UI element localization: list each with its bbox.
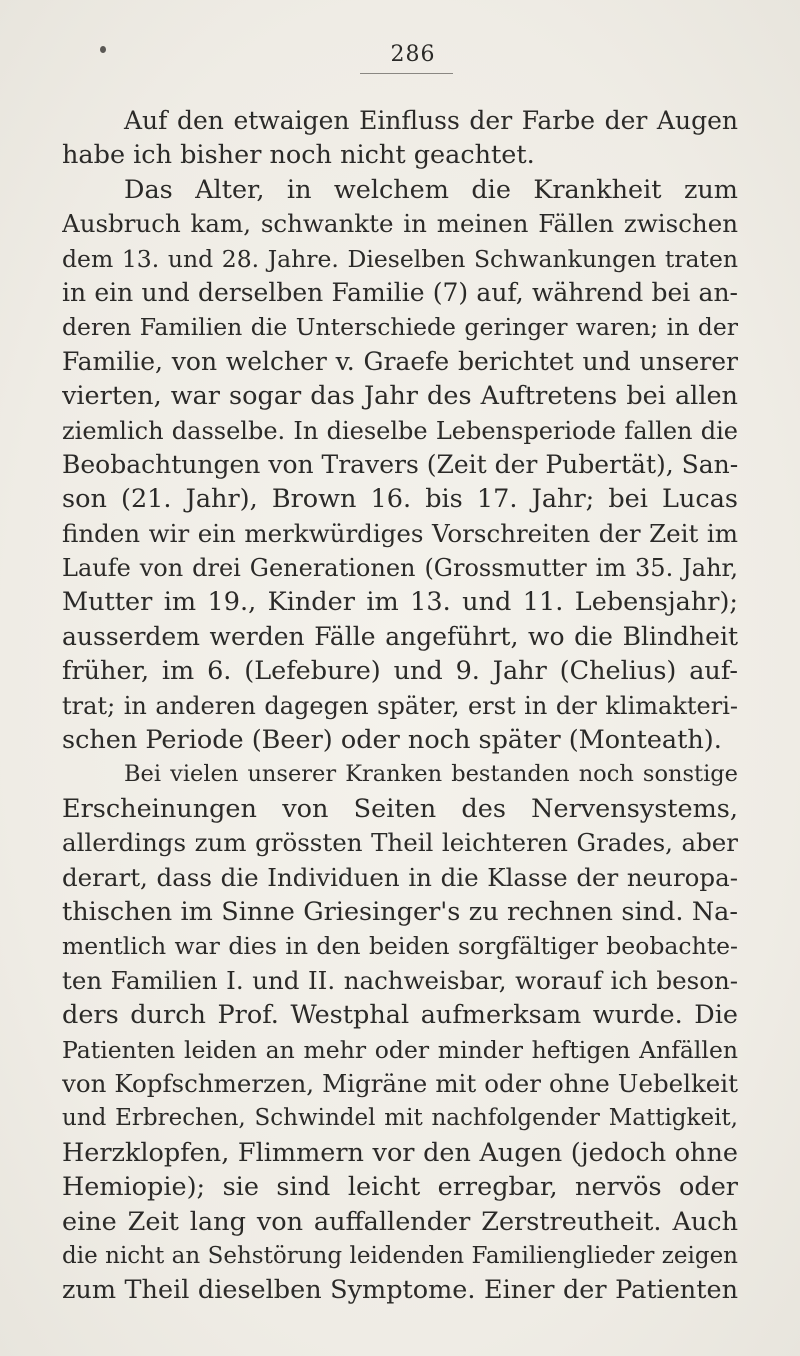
text-line: vierten, war sogar das Jahr des Auftretens bei allen [62,381,738,412]
text-line: Bei vielen unserer Kranken bestanden noch sonstige [124,761,738,788]
text-line: allerdings zum grössten Theil leichteren Grades, aber [62,828,738,858]
text-line: Mutter im 19., Kinder im 13. und 11. Lebensjahr); [62,587,738,618]
text-line: ders durch Prof. Westphal aufmerksam wurde. Die [62,1000,738,1031]
text-line: zum Theil dieselben Symptome. Einer der Patienten [62,1275,738,1306]
text-line: ziemlich dasselbe. In dieselbe Lebensperiode fallen die [62,416,738,445]
text-line: ten Familien I. und II. nachweisbar, worauf ich beson- [62,965,738,995]
text-line: Herzklopfen, Flimmern vor den Augen (jedoch ohne [62,1137,738,1168]
text-line: Beobachtungen von Travers (Zeit der Pubertät), San- [62,449,738,479]
text-line: Hemiopie); sie sind leicht erregbar, nervös oder [62,1172,738,1203]
page-number-rule [360,73,453,74]
text-line: derart, dass die Individuen in die Klasse der neuropa- [62,862,738,892]
text-line: deren Familien die Unterschiede geringer waren; in der [62,313,738,342]
text-line: eine Zeit lang von auffallender Zerstreutheit. Auch [62,1206,738,1237]
text-line: ausserdem werden Fälle angeführt, wo die Blindheit [62,621,738,651]
text-line: Das Alter, in welchem die Krankheit zum [124,174,738,205]
text-line: thischen im Sinne Griesinger's zu rechnen sind. Na- [62,896,738,927]
text-line: schen Periode (Beer) oder noch später (Monteath). [62,725,722,756]
text-line: trat; in anderen dagegen später, erst in der klimakteri- [62,691,738,720]
text-line: mentlich war dies in den beiden sorgfältiger beobachte- [62,932,738,961]
text-line: habe ich bisher noch nicht geachtet. [62,140,535,171]
text-line: Patienten leiden an mehr oder minder heftigen Anfällen [62,1035,738,1064]
text-line: Laufe von drei Generationen (Grossmutter im 35. Jahr, [62,554,738,583]
text-line: Ausbruch kam, schwankte in meinen Fällen zwischen [62,209,738,239]
text-line: in ein und derselben Familie (7) auf, während bei an- [62,277,738,307]
text-line: die nicht an Sehstörung leidenden Familienglieder zeigen [62,1242,738,1269]
text-line: Erscheinungen von Seiten des Nervensystems, [62,793,738,824]
ink-speck [100,46,106,53]
text-line: dem 13. und 28. Jahre. Dieselben Schwankungen traten [62,244,738,273]
body-text [62,104,738,1308]
text-line: son (21. Jahr), Brown 16. bis 17. Jahr; bei Lucas [62,484,738,515]
text-line: Familie, von welcher v. Graefe berichtet und unserer [62,346,738,376]
text-line: früher, im 6. (Lefebure) und 9. Jahr (Chelius) auf- [62,656,738,687]
text-line: Auf den etwaigen Einfluss der Farbe der Augen [124,106,738,135]
text-line: finden wir ein merkwürdiges Vorschreiten der Zeit im [62,518,738,548]
text-line: und Erbrechen, Schwindel mit nachfolgender Mattigkeit, [62,1105,738,1132]
page-number: 286 [390,42,436,67]
text-line: von Kopfschmerzen, Migräne mit oder ohne Uebelkeit [62,1068,738,1098]
